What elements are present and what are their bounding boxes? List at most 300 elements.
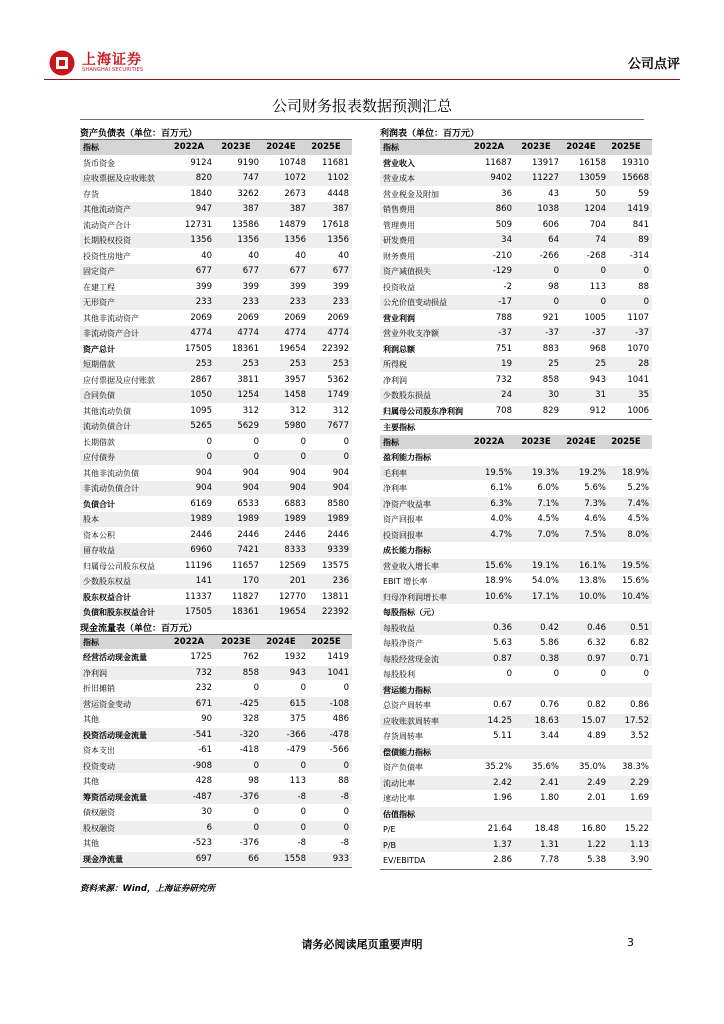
cell-value: 11196 [184, 560, 212, 571]
cell-value: 24 [501, 390, 512, 400]
cell-value: 13811 [321, 591, 349, 602]
table-row [80, 590, 352, 606]
table-row [380, 714, 652, 730]
table-row [80, 821, 352, 837]
column-header-year: 2025E [311, 636, 341, 647]
row-label: 营业外收支净额 [383, 329, 439, 338]
column-header-year: 2023E [221, 636, 251, 647]
cell-value: 233 [195, 297, 212, 307]
cell-value: 1107 [627, 312, 649, 323]
cell-value: 43 [548, 188, 559, 199]
table-row [380, 357, 652, 373]
row-label: 营业税金及附加 [383, 189, 439, 199]
row-label: 少数股东损益 [383, 391, 431, 400]
table-row [380, 652, 652, 668]
cell-value: 387 [289, 204, 306, 214]
cell-value: 312 [242, 405, 259, 416]
cell-value: 18.48 [534, 824, 559, 834]
cell-value: 820 [195, 173, 212, 183]
table-row [80, 295, 352, 311]
cell-value: 3.44 [540, 731, 559, 741]
cell-value: 0.87 [493, 653, 512, 664]
cell-value: 13575 [321, 560, 349, 571]
row-label: 少数股东权益 [83, 577, 131, 586]
row-label: EBIT 增长率 [383, 577, 428, 586]
table-row [80, 264, 352, 280]
cell-value: 968 [589, 343, 606, 354]
table-row [380, 264, 652, 280]
row-label: 折旧摊销 [83, 684, 115, 693]
cell-value: -8 [340, 791, 349, 802]
cell-value: 6.32 [587, 638, 606, 648]
cell-value: 40 [201, 250, 212, 261]
cell-value: 0 [253, 807, 259, 817]
cell-value: -37 [592, 328, 606, 338]
cell-value: 0.67 [493, 700, 512, 710]
brand-name-en: SHANGHAI SECURITIES [82, 67, 144, 73]
table-row [380, 791, 652, 807]
cell-value: 788 [495, 312, 512, 323]
cell-value: 19.1% [531, 560, 559, 571]
column-header-year: 2022A [173, 142, 205, 152]
row-label: 其他 [83, 777, 99, 786]
cell-value: 89 [638, 235, 649, 245]
cell-value: 38.3% [621, 762, 649, 772]
cell-value: 6.3% [490, 498, 512, 509]
footer-disclaimer: 请务必阅读尾页重要声明 [301, 938, 423, 951]
cell-value: 19.5% [621, 560, 649, 571]
cell-value: 232 [195, 683, 212, 693]
cell-value: 18.63 [534, 715, 559, 726]
cell-value: 747 [242, 173, 259, 183]
cell-value: 0.82 [587, 700, 606, 710]
cell-value: 1102 [327, 173, 349, 183]
cell-value: 8333 [284, 545, 306, 555]
cell-value: 12770 [278, 591, 306, 602]
cell-value: 904 [195, 483, 212, 493]
cell-value: 1204 [584, 204, 606, 214]
cell-value: 829 [542, 405, 559, 416]
cell-value: 0 [600, 297, 606, 307]
cell-value: 35.0% [578, 762, 606, 772]
cell-value: 704 [589, 219, 606, 230]
cell-value: 5629 [237, 421, 259, 431]
row-label: 销售费用 [383, 205, 415, 214]
column-header-label: 指标 [83, 637, 99, 647]
cell-value: -541 [192, 729, 212, 740]
cell-value: 4.5% [537, 514, 559, 524]
cell-value: 11227 [531, 173, 559, 183]
row-label: 成长能力指标 [383, 546, 431, 555]
cell-value: 2.29 [630, 777, 649, 788]
table-row [80, 574, 352, 590]
cell-value: 10.6% [484, 591, 512, 602]
cell-value: -61 [198, 745, 212, 755]
cell-value: 1419 [627, 204, 649, 214]
table-header-row [380, 140, 652, 156]
column-header-label: 指标 [383, 437, 399, 447]
cell-value: 0 [206, 436, 212, 447]
cell-value: 0 [600, 669, 606, 679]
cell-value: 9124 [190, 157, 212, 168]
table-row [380, 497, 652, 513]
cell-value: 18.9% [484, 576, 512, 586]
column-header-year: 2024E [566, 142, 596, 152]
cell-value: 7.1% [537, 498, 559, 509]
row-label: 投资收益 [383, 282, 415, 292]
cell-value: 615 [289, 698, 306, 709]
cell-value: 253 [332, 359, 349, 369]
row-label: 非流动资产合计 [83, 329, 139, 338]
table-row [80, 605, 352, 621]
cell-value: 1.13 [630, 839, 649, 850]
row-label: 股东权益合计 [83, 592, 131, 602]
cell-value: 0 [300, 452, 306, 462]
cell-value: 1725 [190, 652, 212, 662]
cell-value: 6.1% [490, 483, 512, 493]
row-label: 投资性房地产 [83, 251, 131, 261]
column-header-year: 2025E [611, 142, 641, 152]
balance-sheet-table [80, 140, 352, 621]
cell-value: 0 [300, 807, 306, 817]
cell-value: 22392 [321, 607, 349, 617]
table-row [80, 559, 352, 575]
row-label: 投资变动 [83, 761, 115, 771]
cell-value: 375 [289, 714, 306, 724]
cell-value: 1041 [327, 667, 349, 678]
cell-value: -37 [545, 328, 559, 338]
cell-value: 17618 [321, 219, 349, 230]
cell-value: 88 [338, 776, 349, 786]
cell-value: 904 [195, 467, 212, 478]
cell-value: 1.31 [540, 839, 559, 850]
cell-value: 1254 [237, 390, 259, 400]
cell-value: 751 [495, 343, 512, 354]
cell-value: 0 [253, 822, 259, 833]
cell-value: 858 [542, 374, 559, 385]
cell-value: 0 [643, 297, 649, 307]
table-row [80, 836, 352, 852]
row-label: 营业收入 [383, 158, 415, 168]
table-row [80, 171, 352, 187]
cell-value: -17 [498, 297, 512, 307]
cell-value: 1932 [284, 652, 306, 662]
row-label: 净利润 [83, 668, 107, 678]
cell-value: 5980 [284, 421, 306, 431]
cell-value: 19.2% [578, 467, 606, 478]
cell-value: 19654 [278, 607, 306, 617]
table-row [80, 419, 352, 435]
row-label: 每股指标（元） [383, 608, 439, 617]
cell-value: 253 [195, 359, 212, 369]
table-row [80, 697, 352, 713]
cell-value: 3.90 [630, 855, 649, 865]
row-label: 净利润 [383, 375, 407, 385]
cell-value: 943 [289, 667, 306, 678]
cell-value: 7.5% [584, 529, 606, 540]
table-row [80, 650, 352, 666]
cell-value: 2.01 [587, 793, 606, 803]
cell-value: 2069 [327, 312, 349, 323]
cell-value: 1356 [327, 235, 349, 245]
table-row [80, 497, 352, 513]
cell-value: 18361 [231, 343, 259, 354]
cell-value: 0 [206, 452, 212, 462]
cell-value: 141 [195, 576, 212, 586]
row-label: 负债合计 [83, 499, 115, 509]
cell-value: 921 [542, 312, 559, 323]
cell-value: 904 [332, 467, 349, 478]
row-label: 营业利润 [383, 313, 415, 323]
cell-value: 170 [242, 576, 259, 586]
cell-value: 677 [332, 266, 349, 276]
table-row [380, 450, 652, 466]
cell-value: 1840 [190, 188, 212, 199]
row-label: 总资产周转率 [383, 701, 431, 710]
cell-value: 2.49 [587, 777, 606, 788]
cell-value: 0 [343, 760, 349, 771]
cell-value: 64 [548, 235, 559, 245]
column-header-year: 2023E [221, 142, 251, 152]
cell-value: -425 [239, 698, 259, 709]
table-row [80, 435, 352, 451]
cell-value: 1.80 [540, 793, 559, 803]
cell-value: 13.8% [578, 576, 606, 586]
table-row [380, 853, 652, 869]
cell-value: 10748 [278, 157, 306, 168]
cell-value: 1006 [627, 405, 649, 416]
cell-value: 1458 [284, 390, 306, 400]
table-header-row [80, 635, 352, 651]
cell-value: 30 [548, 390, 559, 400]
cell-value: 5.11 [493, 731, 512, 741]
cell-value: 0 [343, 683, 349, 693]
table-row [380, 636, 652, 652]
table-row [380, 388, 652, 404]
cell-value: 1070 [627, 343, 649, 354]
cell-value: 1356 [190, 235, 212, 245]
cell-value: 9190 [237, 157, 259, 168]
row-label: 存货 [83, 189, 99, 199]
row-label: 管理费用 [383, 220, 415, 230]
cell-value: 0.86 [630, 700, 649, 710]
cell-value: 1.22 [587, 839, 606, 850]
column-header-year: 2024E [566, 436, 596, 447]
table-row [380, 729, 652, 745]
row-label: 其他非流动资产 [83, 313, 139, 323]
row-label: 资产减值损失 [383, 267, 431, 276]
cell-value: 253 [289, 359, 306, 369]
table-row [80, 357, 352, 373]
cell-value: 50 [595, 188, 606, 199]
table-row [380, 621, 652, 637]
cell-value: 5265 [190, 421, 212, 431]
cell-value: 19654 [278, 343, 306, 354]
cell-value: 5.86 [540, 638, 559, 648]
cell-value: 16.1% [578, 560, 606, 571]
cell-value: 904 [289, 483, 306, 493]
cell-value: -210 [492, 250, 512, 261]
table-row [380, 698, 652, 714]
cell-value: 1419 [327, 652, 349, 662]
cell-value: 904 [289, 467, 306, 478]
cell-value: 732 [195, 667, 212, 678]
row-label: 资本支出 [83, 746, 115, 755]
cell-value: 1005 [584, 312, 606, 323]
row-label: 存货周转率 [383, 732, 423, 741]
cell-value: 90 [201, 714, 212, 724]
column-header-year: 2022A [473, 436, 505, 447]
cell-value: 2069 [237, 312, 259, 323]
row-label: 每股经营现金流 [383, 654, 439, 664]
table-row [380, 218, 652, 234]
column-header-label: 指标 [83, 143, 99, 152]
table-row [80, 712, 352, 728]
cell-value: 6.82 [630, 638, 649, 648]
table-row [80, 805, 352, 821]
row-label: 归属母公司股东净利润 [383, 406, 463, 416]
table-row [80, 311, 352, 327]
cell-value: 7.78 [540, 855, 559, 865]
cash-flow-table [80, 635, 352, 869]
cell-value: 6.0% [537, 483, 559, 493]
cell-value: 0.97 [587, 653, 606, 664]
cell-value: 15.6% [621, 576, 649, 586]
table-row [380, 342, 652, 358]
cell-value: 2.86 [493, 855, 512, 865]
table-row [380, 590, 652, 606]
cell-value: -8 [340, 838, 349, 848]
table-row [380, 838, 652, 854]
cell-value: 4.89 [587, 731, 606, 741]
cell-value: 17505 [184, 607, 212, 617]
table-row [380, 807, 652, 823]
column-header-year: 2024E [266, 636, 296, 647]
row-label: 归属母公司股东权益 [83, 561, 155, 571]
cell-value: 22392 [321, 343, 349, 354]
cell-value: 12731 [184, 219, 212, 230]
cell-value: 9402 [490, 173, 512, 183]
cell-value: 0 [343, 822, 349, 833]
cell-value: 40 [295, 250, 306, 261]
cell-value: 18.9% [621, 467, 649, 478]
cell-value: -478 [329, 729, 349, 740]
cell-value: 5362 [327, 374, 349, 385]
row-label: 毛利率 [383, 468, 407, 478]
cell-value: 15.07 [581, 715, 606, 726]
row-label: 偿债能力指标 [383, 747, 431, 757]
table-row [80, 528, 352, 544]
cell-value: 4.5% [627, 514, 649, 524]
cell-value: 0.71 [630, 653, 649, 664]
table-row [380, 512, 652, 528]
row-label: 长期借款 [83, 437, 115, 447]
table-section-title [380, 419, 652, 435]
cell-value: 5.2% [627, 483, 649, 493]
cell-value: 16.80 [581, 824, 606, 834]
table-row [380, 249, 652, 265]
cell-value: 2673 [284, 188, 306, 199]
row-label: 其他非流动负债 [83, 468, 139, 478]
page-number: 3 [627, 936, 634, 949]
cell-value: 677 [242, 266, 259, 276]
cell-value: 0 [553, 669, 559, 679]
cell-value: 509 [495, 219, 512, 230]
table-row [80, 156, 352, 172]
cell-value: 1.37 [493, 839, 512, 850]
cell-value: 36 [501, 188, 512, 199]
cell-value: 15.22 [624, 824, 649, 834]
cell-value: 3957 [284, 374, 306, 385]
cell-value: 399 [195, 281, 212, 292]
cell-value: 34 [501, 235, 512, 245]
cell-value: 4.0% [490, 514, 512, 524]
cell-value: 6533 [237, 498, 259, 509]
cell-value: 253 [242, 359, 259, 369]
cell-value: 11827 [231, 591, 259, 602]
table-row [80, 280, 352, 296]
cell-value: 4448 [327, 188, 349, 199]
cell-value: -376 [239, 838, 259, 848]
row-label: 营运能力指标 [383, 685, 431, 695]
cell-value: 0 [343, 436, 349, 447]
cell-value: 1749 [327, 390, 349, 400]
cell-value: 1.96 [493, 793, 512, 803]
cell-value: 14879 [278, 219, 306, 230]
cell-value: 66 [248, 853, 259, 864]
table-row [80, 342, 352, 358]
table-row [80, 326, 352, 342]
row-label: 公允价值变动损益 [383, 298, 447, 307]
table-header-row [80, 140, 352, 156]
key-metrics-table [380, 419, 652, 870]
cell-value: 5.38 [587, 855, 606, 865]
table-row [380, 745, 652, 761]
cash-flow-title: 现金流量表（单位：百万元） [80, 623, 352, 635]
row-label: 净资产收益率 [383, 499, 431, 509]
table-row [80, 543, 352, 559]
row-label: 经营活动现金流量 [83, 653, 147, 662]
cell-value: 1072 [284, 173, 306, 183]
row-label: 估值指标 [383, 809, 415, 819]
cell-value: 28 [638, 359, 649, 369]
cell-value: 0.38 [540, 653, 559, 664]
cell-value: 1038 [537, 204, 559, 214]
cell-value: -266 [539, 250, 559, 261]
brand-name: 上海证券 [82, 52, 142, 68]
cell-value: 4774 [327, 328, 349, 338]
column-header-year: 2025E [311, 142, 341, 152]
table-row [380, 373, 652, 389]
cell-value: -2 [503, 281, 512, 292]
table-row [80, 481, 352, 497]
cell-value: 21.64 [487, 824, 512, 834]
cell-value: 236 [332, 576, 349, 586]
left-column [80, 128, 352, 868]
cell-value: 31 [595, 390, 606, 400]
cell-value: -37 [635, 328, 649, 338]
cell-value: 2069 [190, 312, 212, 323]
table-row [380, 171, 652, 187]
row-label: 应收账款周转率 [383, 716, 439, 726]
cell-value: 0 [506, 669, 512, 679]
cell-value: 14.25 [487, 715, 512, 726]
row-label: 资本公积 [83, 530, 115, 540]
cell-value: 0 [300, 683, 306, 693]
row-label: 其他流动资产 [83, 205, 131, 214]
cell-value: -479 [286, 745, 306, 755]
table-row [80, 373, 352, 389]
